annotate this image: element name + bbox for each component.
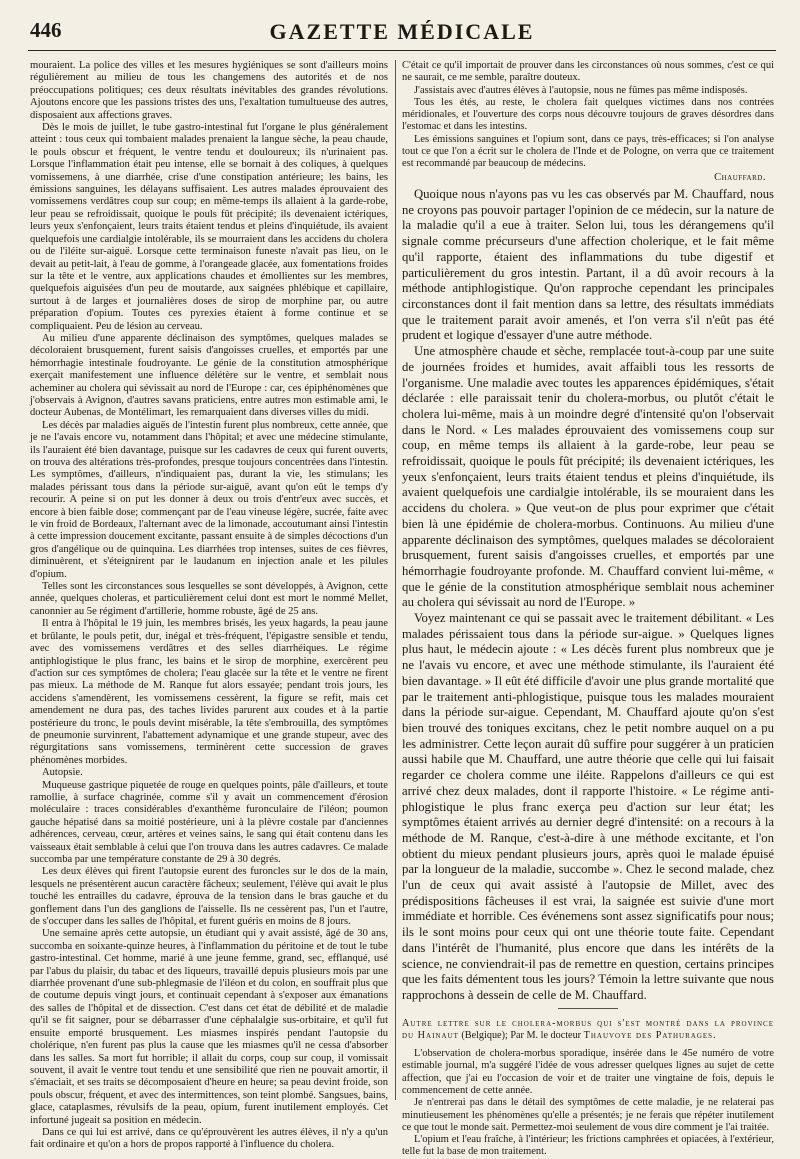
paragraph: Quoique nous n'ayons pas vu les cas observés par M. Chauffard, nous ne croyons pas pouvoir partager l'opinion de ce médecin, sur la nature de la maladie qu'il a eue à traiter. Selon lui, tous les dérangemens qu'il signale comme précurseurs d'une affection cholerique, et le fait même qu'il rapporte, étaient des inflammations du tube digestif et particulièrement du gros intestin. Partant, il a dû avoir recours à la méthode antiphlogistique. Qu'on rapproche cependant les principales circonstances dont il fait mention dans sa lettre, des résultats immédiats que le traitement parait avoir amenés, et l'on verra s'il n'eût pas été prudent et logique d'essayer d'une autre méthode. bbox=[402, 187, 774, 343]
page-header bbox=[28, 18, 776, 48]
journal-title: GAZETTE MÉDICALE bbox=[269, 19, 535, 44]
paragraph: J'assistais avec d'autres élèves à l'autopsie, nous ne fûmes pas même indisposés. bbox=[414, 84, 748, 96]
paragraph: Une atmosphère chaude et sèche, remplacée tout-à-coup par une suite de journées froides et humides, avait affaibli tous les ressorts de l'organisme. Une maladie avec toutes les apparences épidémiques, s'était déclarée : elle paraissait tenir du cholera-morbus, ou plutôt c'était le cholera lui-même, mais à un moindre degré d'intensité qu'on l'observait dans le Nord. « Les malades éprouvaient des vomissemens coup sur coup, en même temps ils allaient à la garde-robe, leur peau se refroidissait, quoique le pouls fût précipité; ils devenaient ictériques, les yeux s'enfonçaient, leurs traits étaient tendus et pleins d'inquiétude, ils avaient quelquefois une cardialgie intolérable, ils se mouraient dans les accidens du cholera. » Que veut-on de plus pour exprimer que c'était bien là une épidémie de cholera-morbus. Continuons. Au milieu d'une apparente déclinaison des symptômes, quelques malades se décoloraient brusquement, furent saisis d'angoisses cruelles, et emportés par une hémorrhagie foudroyante profonde. M. Chauffard convient lui-même, « que le génie de la constitution atmosphérique semblait nous acheminer au cholera qui sévissait au nord de l'Europe. » bbox=[402, 344, 774, 610]
paragraph: Dès le mois de juillet, le tube gastro-intestinal fut l'organe le plus généralement atteint : tous ceux qui tombaient malades prenaient la langue sèche, la peau chaude, le pouls obscur et fréquent, le ventre tendu et douloureux; ils n'urinaient pas. Lorsque l'inflammation était peu intense, elle se bornait à des coliques, à quelques vomissemens, à une diarrhée, crise d'une constipation antérieure; les bains, les émissions sanguines, les délayans suffisaient. Les autres malades éprouvaient des vomissemens verdâtres coup sur coup; en même-temps ils allaient à la garde-robe, leur peau se refroidissait, quoique le pouls fût précipité; ils devenaient ictériques, leurs yeux s'enfonçaient, leurs traits étaient tendus et pleins d'inquiétude, ils avaient quelquefois une cardialgie intolérable, ils se mourraient dans les accidens du cholera ou de l'iléite sur-aiguë. Lorsque cette terminaison funeste n'avait pas lieu, on le devait au petit-lait, à l'eau de gomme, à l'orangeade glacée, aux fomentations froides sur la tête et le ventre, aux applications chaudes et émollientes sur les membres, quelquefois aiguisées d'un peu de moutarde, aux saignées phlébique et capillaire, surtout à de larges et journalières doses de sirop de morphine par, ou autre préparation d'opium. Toutes ces pyrexies étaient à forme continue et se compliquaient. Peu de lésion au cerveau. bbox=[30, 122, 388, 332]
autopsy-label: Autopsie. bbox=[42, 767, 83, 779]
paragraph: Telles sont les circonstances sous lesquelles se sont développés, à Avignon, cette année, quelques choleras, et particulièrement celui dont est mort le nommé Mellet, canonnier au 5e régiment d'artillerie, homme robuste, âgé de 25 ans. bbox=[30, 581, 388, 617]
paragraph: Je n'entrerai pas dans le détail des symptômes de cette maladie, je ne relaterai pas minutieusement les phénomènes qu'elle a présentés; je ne ferais que répéter inutilement ce que tout le monde sait. Permettez-moi seulement de vous dire comment je l'ai traitée. bbox=[402, 1097, 774, 1133]
left-column bbox=[30, 60, 388, 1151]
paragraph: Dans ce qui lui est arrivé, dans ce qu'éprouvèrent les autres élèves, il n'y a qu'un fait ordinaire et qu'on a hors de propos rapporté à l'influence du cholera. bbox=[30, 1126, 388, 1151]
paragraph: L'opium et l'eau fraîche, à l'intérieur; les frictions camphrées et opiacées, à l'extérieur, telle fut la base de mon traitement. bbox=[402, 1134, 774, 1158]
section-heading-middle: (Belgique); Par M. le docteur bbox=[458, 1029, 584, 1041]
column-divider bbox=[395, 60, 396, 1100]
paragraph: L'observation de cholera-morbus sporadique, insérée dans le 45e numéro de votre estimable journal, m'a suggéré l'idée de vous adresser quelques lignes au sujet de cette affection, que j'ai eu l'occasion de voir et de traiter une vingtaine de fois, depuis le commencement de cette année. bbox=[402, 1048, 774, 1096]
section-rule bbox=[558, 1008, 618, 1009]
right-column bbox=[402, 60, 774, 1158]
paragraph: Il entra à l'hôpital le 19 juin, les membres brisés, les yeux hagards, la peau jaune et brûlante, le pouls petit, dur, inégal et très-fréquent, l'épigastre sensible et tendu, avec des vomissemens verdâtres et des selles diarrhéiques. Le régime antiphlogistique le plus franc, les bains et le sirop de morphine, exercèrent peu d'action sur ces symptômes de cholera; l'eau glacée sur la tête et le ventre ne firent pas mieux. La méthode de M. Ranque fut alors essayée; pendant trois jours, les accidens s'amendèrent, les vomissemens cessèrent, la figure se refit, mais cet amendement ne dura pas, des taches livides parurent aux coudes et à la partie postérieure du tronc, le pouls devint misérable, la tête s'embrouilla, des symptômes de pneumonie survinrent, l'abattement adynamique et une grande stupeur, avec des régurgitations sans vomissemens, terminèrent cette succession de graves phénomènes morbides. bbox=[30, 618, 388, 766]
paragraph: Les décès par maladies aiguës de l'intestin furent plus nombreux, cette année, que je ne l'avais encore vu, notamment dans l'hôpital; et avec une médecine stimulante, ils l'auraient été bien davantage, puisque sur les cadavres de ceux qui furent ouverts, on trouva des altérations très-profondes, presque toujours concentrées dans l'intestin. Les symptômes, d'ailleurs, n'indiquaient pas, durant la vie, les stimulans; les malades périssant tous dans la période sur-aiguë, avant qu'on eût le temps d'y recourir. A peine si on put les donner à deux ou trois d'entr'eux avec succès, et encore à bien faible dose; commençant par de l'eau vineuse légère, sucrée, faite avec le vin froid de Bordeaux, l'alternant avec de la limonade, accoutumant ainsi l'intestin à cette impression doucement excitante, passant ensuite à de simples décoctions d'un gros d'angélique ou de quinquina. Les diarrhées trop intenses, suites de ces fièvres, diminuèrent, et s'éteignirent par le laudanum en injection anale et les pilules d'opium. bbox=[30, 419, 388, 580]
paragraph: Au milieu d'une apparente déclinaison des symptômes, quelques malades se décoloraient brusquement, furent saisis d'angoisses cruelles, et emportés par une hémorrhagie intestinale foudroyante. Le génie de la constitution atmosphérique exerçait manifestement une influence délétère sur le ventre, et semblait nous acheminer au cholera qui sévissait au nord de l'Europe : car, ces épiphénomènes que j'observais à Avignon, d'autres savans praticiens, entre autres mon estimable ami, le docteur Aubenas, de Montélimart, les remarquaient dans diverses villes du midi. bbox=[30, 332, 388, 419]
paragraph: Tous les étés, au reste, le cholera fait quelques victimes dans nos contrées méridionales, et l'ouverture des corps nous découvre toujours de graves désordres dans l'estomac et dans les intestins. bbox=[402, 96, 774, 133]
paragraph: Voyez maintenant ce qui se passait avec le traitement débilitant. « Les malades périssaient tous dans la période sur-aigue. » Quelques lignes plus haut, le médecin ajoute : « Les décès furent plus nombreux que je ne l'avais vu encore, et avec une méthode stimulante, ils l'auraient été bien davantage. » Il eût été difficile d'avoir une plus grande mortalité que par le traitement anti-phlogistique, puisque tous les malades mouraient dans la période sur-aigue. Cependant, M. Chauffard ajoute qu'on s'est bien trouvé des toniques excitans, chez le petit nombre auquel on a pu les administrer. Cette leçon aurait dû suffire pour suggérer à un praticien aussi habile que M. Chauffard, une autre théorie que celle qui lui faisait regarder ce cholera comme une iléite. Rappelons d'ailleurs ce qui est arrivé chez deux malades, dont il rapporte l'histoire. « Le régime anti-phlogistique le plus franc exerça peu d'action sur leur état; les symptômes étaient arrivés au dernier degré d'intensité: on a recours à la méthode de M. Ranque, c'est-à-dire à une méthode excitante, et l'on obtient du mieux pendant plusieurs jours, après quoi le malade épuisé par la longueur de la maladie, succombe ». Chez le second malade, chez l'un de ceux qui avait assisté à l'autopsie de Millet, avec des prédispositions fâcheuses il est vrai, la saignée est suivie d'une mort immédiate et horrible. Ces événemens sont assez significatifs pour nous; ils le sont moins pour ceux qui ont une théorie toute faite. Cependant dans l'intérêt de l'humanité, plus encore que dans les intérêts de la science, ne conviendrait-il pas de remettre en question, certains principes que les faits démentent tous les jours? Témoin la lettre suivante que nous rapprochons à dessein de celle de M. Chauffard. bbox=[402, 611, 774, 1002]
section-heading bbox=[402, 1018, 774, 1042]
header-rule bbox=[28, 50, 776, 51]
editorial-commentary bbox=[402, 187, 774, 1004]
paragraph: Une semaine après cette autopsie, un étudiant qui y avait assisté, âgé de 30 ans, succomba en soixante-quinze heures, à l'inflammation du péritoine et de tout le tube gastro-intestinal. Cet homme, marié à une jeune femme, grand, sec, efflanqué, usé par l'abus du plaisir, du tabac et des liqueurs, travaillé depuis plusieurs mois par une diarrhée provenant d'une sub-phlegmasie de l'iléon et du colon, en souffrait plus que de coutume depuis vingt jours, et continuait cependant à s'exposer aux émanations des salles de l'hôpital et de dissection. C'est dans cet état de débilité et de maladie qu'il se fit saigner, pour se débarrasser d'une céphalalgie sus-orbitaire, et qu'il fut ensuite emporté brusquement. Les miasmes inspirés pendant l'autopsie du cholérique, n'en furent pas plus la cause que les miasmes qu'il ne cessa d'absorber dans les salles. Sa mort fut horrible; il allait du corps, coup sur coup, il vomissait souvent, il avait le ventre tout tendu et une sensibilité que rien ne pouvait amortir, il s'émaciait, et ses traits se décomposaient d'heure en heure; sa peau devint froide, son pouls obscur, fréquent, et avec des intermittences, son teint plombé. Sangsues, bains, glace, cataplasmes, révulsifs de la peau, opium, furent inutilement employés. Cet infortuné jugeait sa position en médecin. bbox=[30, 928, 388, 1126]
paragraph: C'était ce qu'il importait de prouver dans les circonstances où nous sommes, c'est ce qui ne saurait, ce me semble, paraître douteux. bbox=[402, 60, 774, 84]
signature: Chauffard. bbox=[714, 171, 766, 183]
paragraph: Muqueuse gastrique piquetée de rouge en quelques points, pâle d'ailleurs, et toute ramollie, à surface chagrinée, comme s'il y avait un commencement d'érosion moléculaire : traces considérables d'exanthème furonculaire de l'iléon; poumon gauche hépatisé dans sa moitié postérieure, uni à la plèvre costale par d'anciennes adhérences, cerveau, cœur, artères et veines sains, le sang qui était contenu dans les vaisseaux était semblable à celui que l'on trouva dans les autres cadavres. Ce malade succomba par une température constante de 29 à 30 degrés. bbox=[30, 779, 388, 865]
section-heading-title: Autre lettre sur le cholera-morbus qui s'est montré dans la province du Hainaut bbox=[402, 1017, 774, 1041]
paragraph: mouraient. La police des villes et les mesures hygiéniques se sont d'ailleurs moins régulièrement au milieu de tous les changemens des autorités et de nos préoccupations politiques; ces deux résultats inévitables des grandes révolutions. Ajoutons encore que les passions tristes des uns, l'exaltation tumultueuse des autres, disposaient aux affections graves. bbox=[30, 60, 388, 121]
letter-body bbox=[402, 1048, 774, 1159]
letter-continuation bbox=[402, 60, 774, 171]
paragraph: Les émissions sanguines et l'opium sont, dans ce pays, très-efficaces; si l'on analyse tout ce que l'on a écrit sur le cholera de l'Inde et de Pologne, on verra que ce traitement est recommandé par beaucoup de médecins. bbox=[402, 133, 774, 170]
paragraph: Les deux élèves qui firent l'autopsie eurent des furoncles sur le dos de la main, lesquels ne présentèrent aucun caractère fâcheux; seulement, l'élève qui avait le plus touché les entrailles du cadavre, éprouva de la tension dans le bras gauche et du gonflement dans l'un des ganglions de l'aisselle. Ils ne cessèrent pas, l'un et l'autre, de s'occuper dans les salles de l'hôpital, et furent guéris en moins de 8 jours. bbox=[30, 866, 388, 928]
page-number: 446 bbox=[30, 18, 62, 42]
section-heading-author: Thauvoye des Pathurages. bbox=[583, 1029, 717, 1041]
